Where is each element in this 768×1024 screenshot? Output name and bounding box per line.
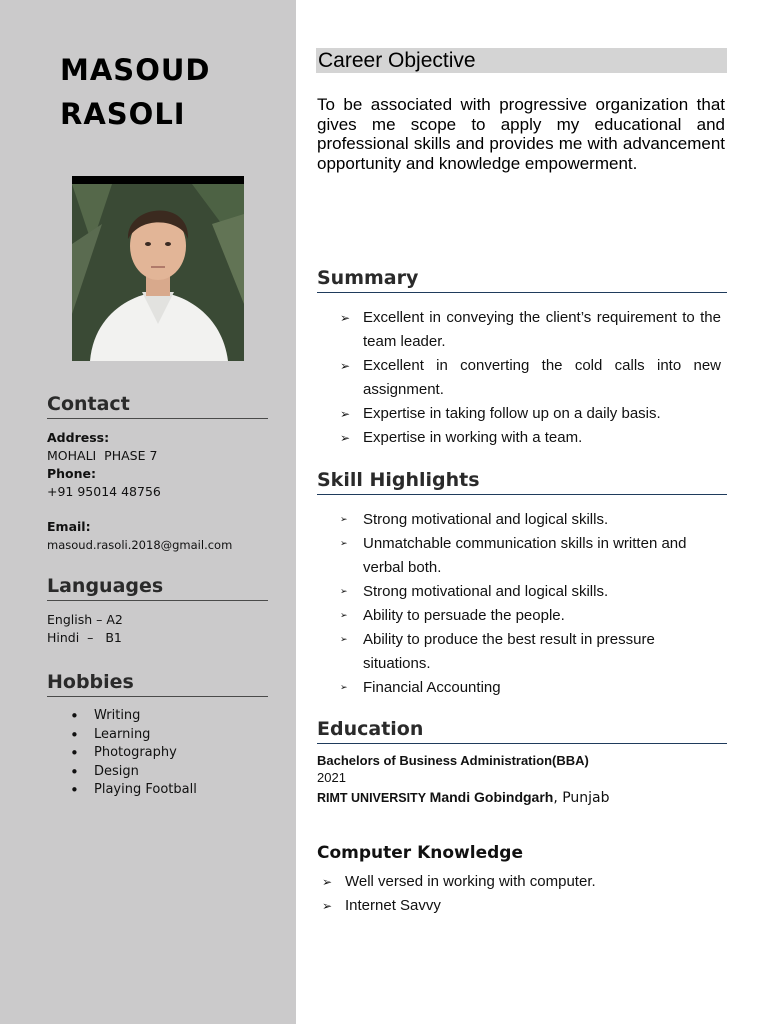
last-name: RASOLI xyxy=(60,97,186,131)
education-heading: Education xyxy=(317,718,727,744)
career-objective-text: To be associated with progressive organization that gives me scope to apply my educational and professional skills and provides me with advancement opportunity and knowledge empowerment. xyxy=(317,95,725,173)
languages-heading: Languages xyxy=(47,575,268,601)
address-label: Address: xyxy=(47,430,110,445)
languages-list xyxy=(47,611,123,647)
first-name: MASOUD xyxy=(60,53,211,87)
university-line xyxy=(317,786,610,809)
skill-item: ➢ Unmatchable communication skills in written and verbal both. xyxy=(340,532,721,580)
graduation-year: 2021 xyxy=(317,770,346,785)
computer-knowledge-list xyxy=(322,870,703,918)
skill-item: ➢ Ability to produce the best result in pressure situations. xyxy=(340,628,721,676)
profile-photo xyxy=(72,176,244,361)
hobby-item: • Playing Football xyxy=(94,781,197,800)
summary-item: ➢ Excellent in conveying the client’s requirement to the team leader. xyxy=(340,306,721,354)
skill-highlights-heading: Skill Highlights xyxy=(317,469,727,495)
skill-item: ➢ Ability to persuade the people. xyxy=(340,604,721,628)
hobby-item: • Photography xyxy=(94,744,197,763)
phone-label: Phone: xyxy=(47,466,97,481)
summary-list xyxy=(340,306,721,450)
summary-item: ➢ Expertise in taking follow up on a daily basis. xyxy=(340,402,721,426)
education-details xyxy=(317,752,610,809)
sidebar xyxy=(0,0,296,1024)
university-state: , Punjab xyxy=(553,790,610,806)
university-name: RIMT UNIVERSITY xyxy=(317,791,427,805)
portrait-image xyxy=(72,184,244,361)
skill-item: ➢ Financial Accounting xyxy=(340,676,721,700)
phone-value: +91 95014 48756 xyxy=(47,484,161,499)
computer-item: ➢ Internet Savvy xyxy=(322,894,703,918)
hobbies-heading: Hobbies xyxy=(47,671,268,697)
computer-knowledge-heading: Computer Knowledge xyxy=(317,843,523,863)
summary-item: ➢ Expertise in working with a team. xyxy=(340,426,721,450)
computer-item: ➢ Well versed in working with computer. xyxy=(322,870,703,894)
email-value[interactable]: masoud.rasoli.2018@gmail.com xyxy=(47,538,233,552)
language-item: English – A2 xyxy=(47,612,123,627)
address-value: MOHALI PHASE 7 xyxy=(47,448,158,463)
skill-item: ➢ Strong motivational and logical skills. xyxy=(340,580,721,604)
contact-heading: Contact xyxy=(47,393,268,419)
hobbies-list xyxy=(94,707,197,800)
university-city: Mandi Gobindgarh xyxy=(429,789,554,805)
full-name xyxy=(60,48,280,136)
contact-details xyxy=(47,429,232,554)
summary-heading: Summary xyxy=(317,267,727,293)
skill-item: ➢ Strong motivational and logical skills. xyxy=(340,508,721,532)
hobby-item: • Design xyxy=(94,763,197,782)
skills-list xyxy=(340,508,721,700)
language-item: Hindi – B1 xyxy=(47,630,122,645)
hobby-item: • Writing xyxy=(94,707,197,726)
hobby-item: • Learning xyxy=(94,726,197,745)
career-objective-heading: Career Objective xyxy=(316,48,727,73)
summary-item: ➢ Excellent in converting the cold calls into new assignment. xyxy=(340,354,721,402)
email-label: Email: xyxy=(47,519,91,534)
degree: Bachelors of Business Administration(BBA) xyxy=(317,753,589,768)
